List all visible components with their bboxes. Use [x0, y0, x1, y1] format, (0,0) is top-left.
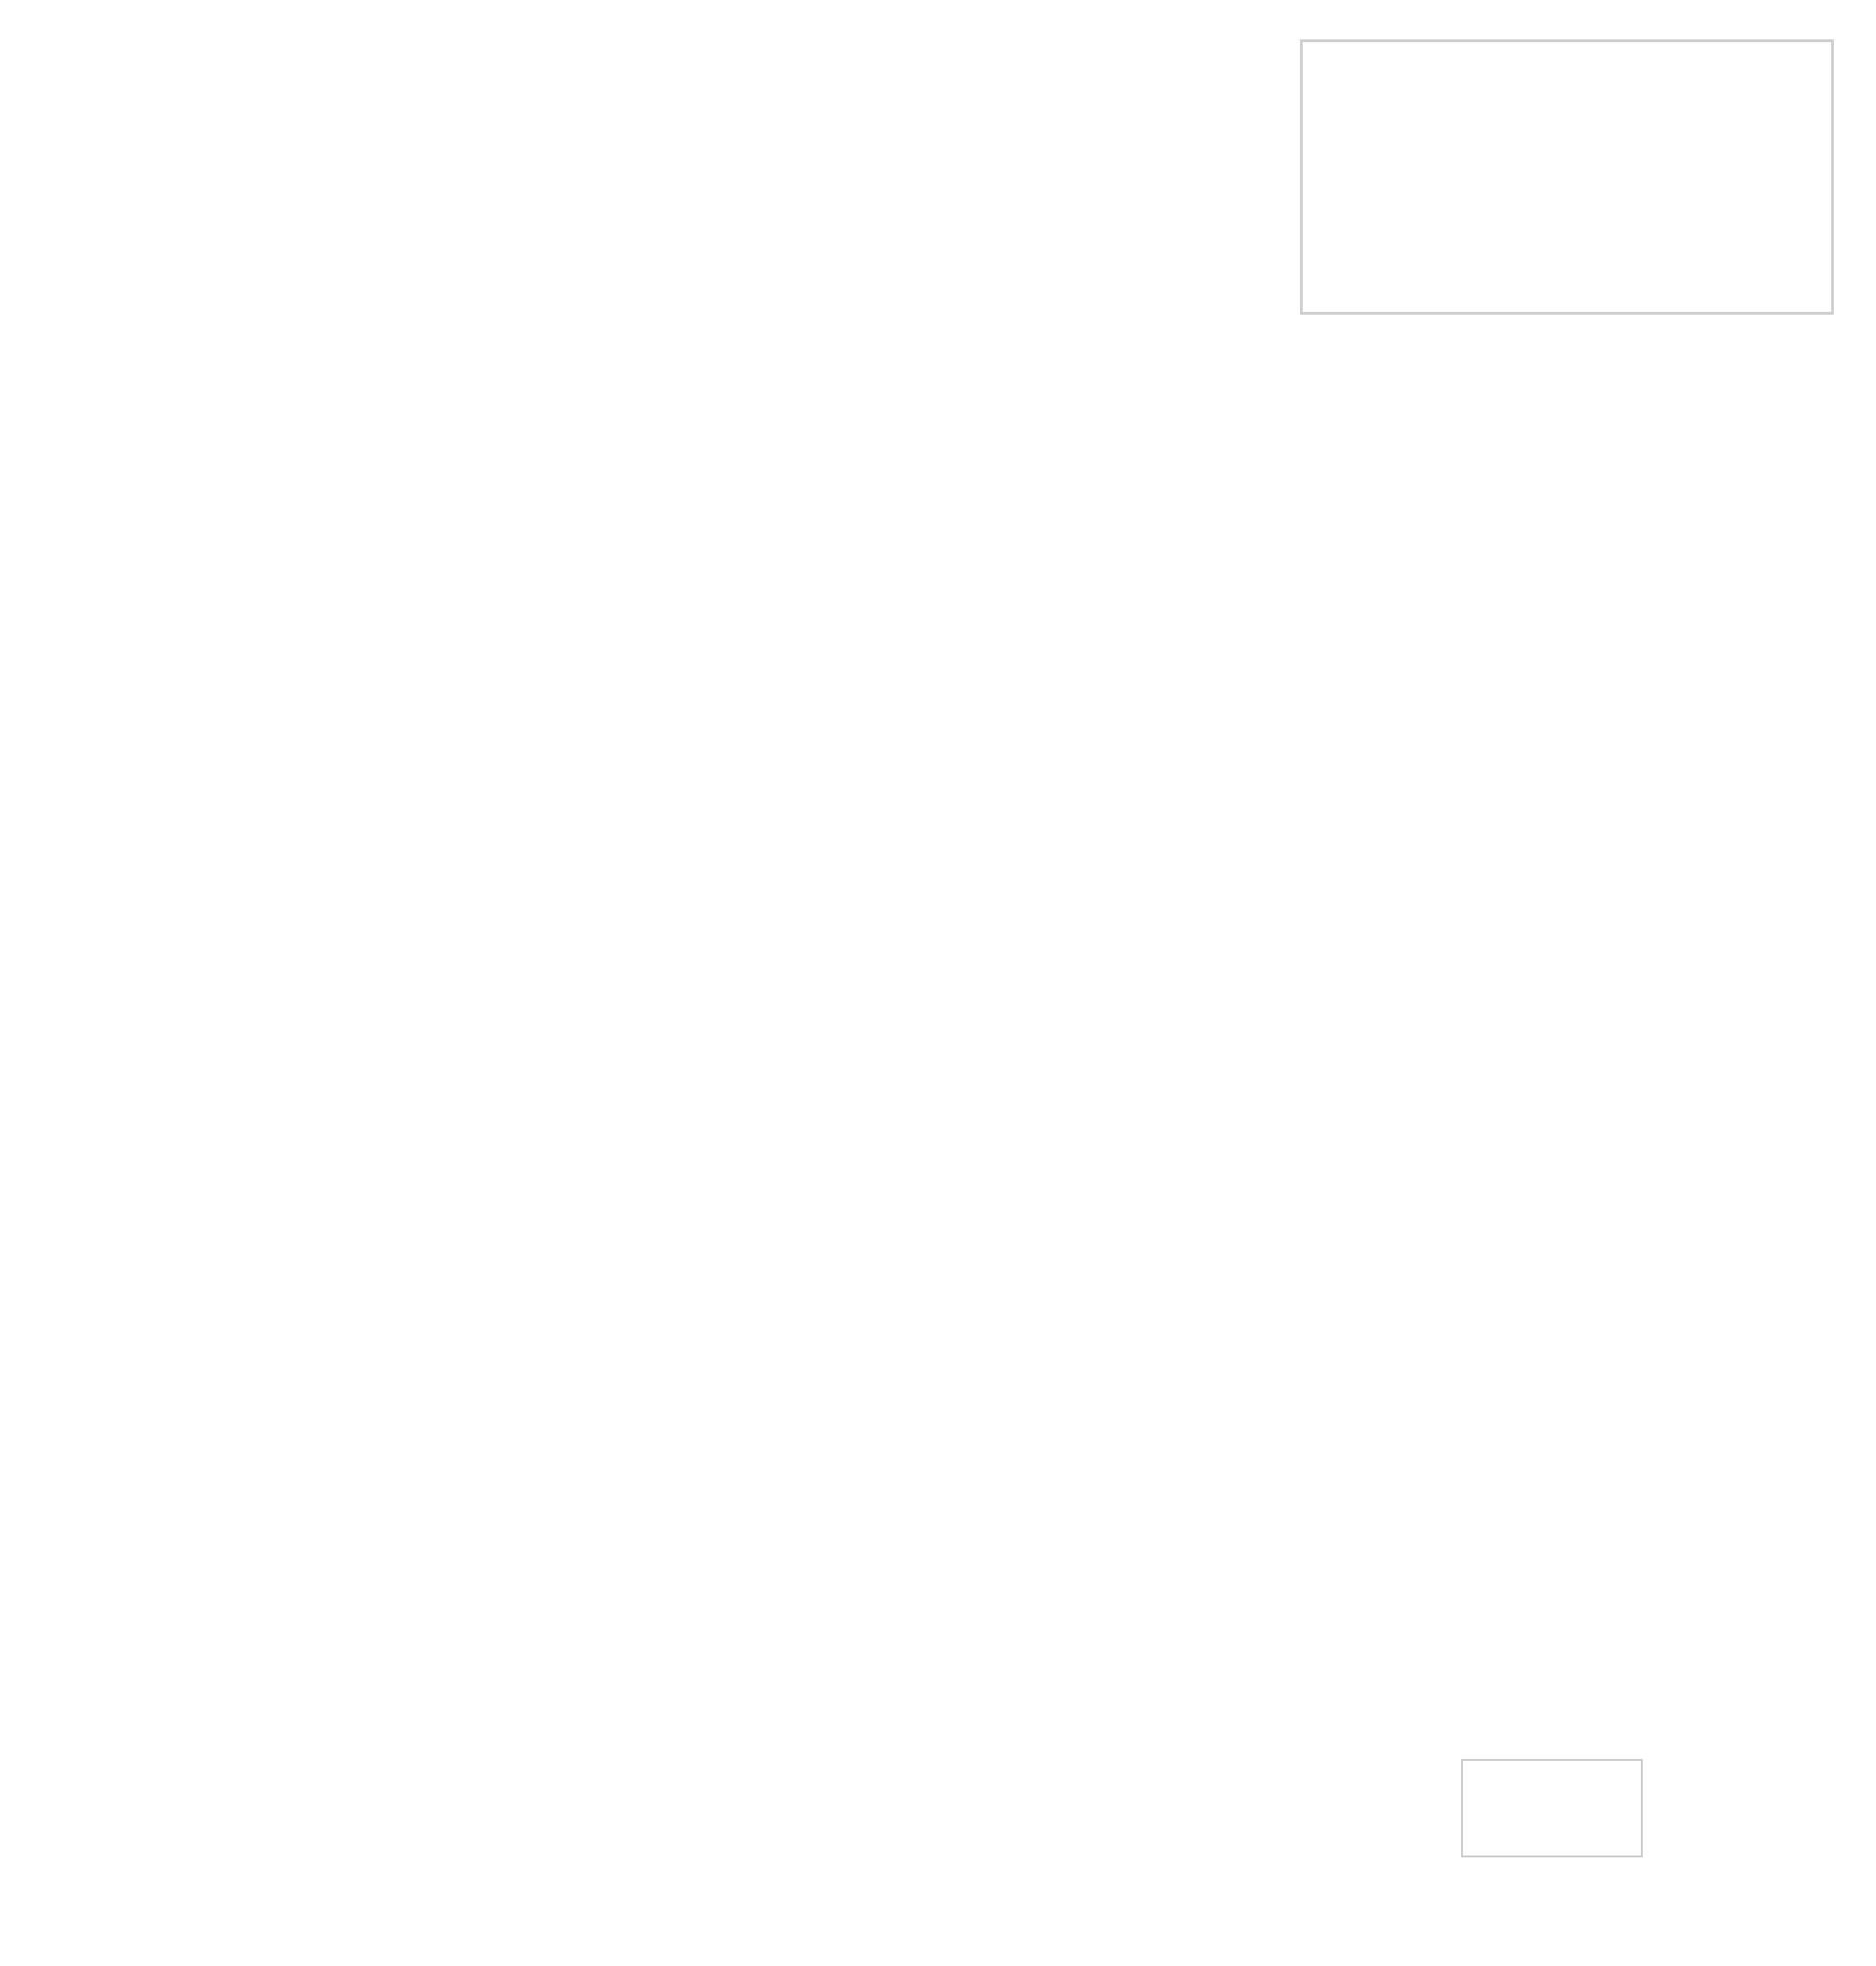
legend-risk-level — [1461, 1759, 1643, 1857]
figure-caption — [26, 1905, 37, 1949]
